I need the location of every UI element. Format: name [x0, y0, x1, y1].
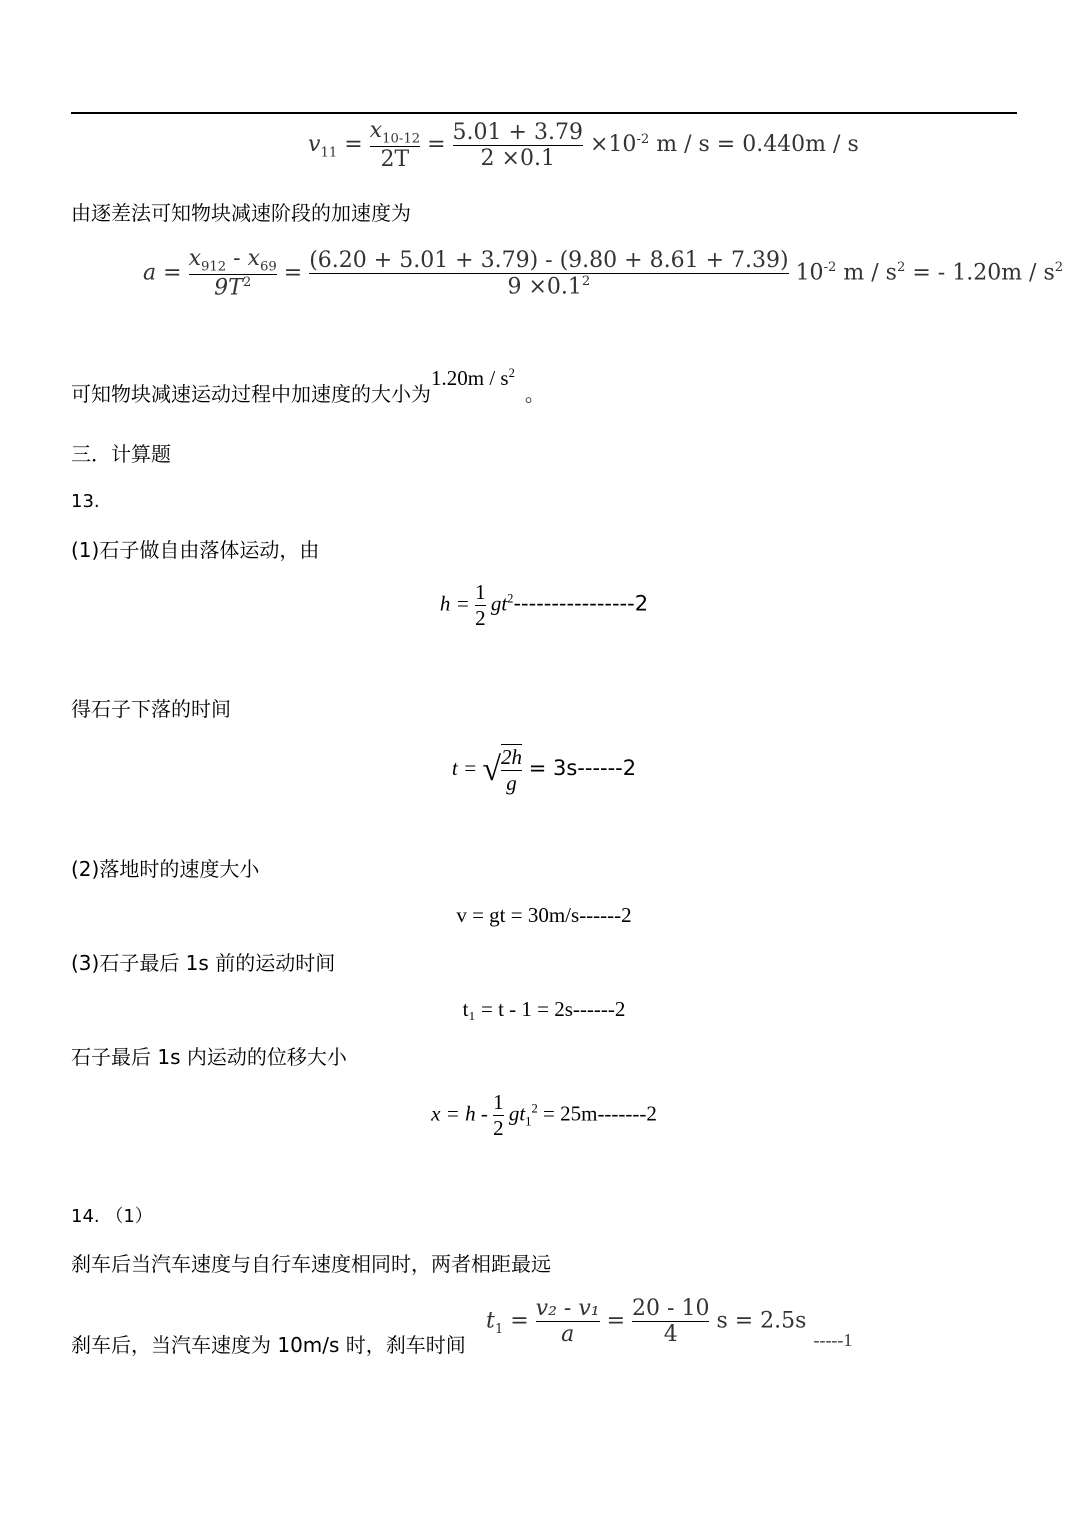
eq-a-frac1-den-exp: 2 [242, 275, 252, 291]
q13-part4-text: (3)石子最后 1s 前的运动时间 [71, 951, 336, 975]
eq-v11-frac2 [453, 120, 583, 171]
eq-t14-lhs: t [486, 1308, 495, 1334]
accel-value: 1.20m / s [431, 366, 509, 390]
eq-a-x2-sub: 69 [260, 259, 277, 275]
eq-a-frac1 [189, 246, 277, 301]
eq-t14-frac1 [536, 1296, 600, 1347]
eq-a-lhs: a [143, 260, 157, 286]
eq-a-tail-exp: -2 [823, 260, 837, 276]
q13-part2-text: 得石子下落的时间 [71, 697, 231, 721]
accel-value-exp: 2 [508, 366, 515, 380]
q13-part5-text: 石子最后 1s 内运动的位移大小 [71, 1045, 347, 1069]
eq-v11-frac1-num: x [369, 118, 383, 143]
eq-x-frac [493, 1090, 504, 1141]
eq-t-den: g [506, 771, 517, 795]
eq-v11-frac1-den: 2T [380, 147, 410, 173]
eq-a-tail2-exp: 2 [896, 260, 906, 276]
eq-v11-lhs: v [308, 132, 321, 158]
text-accel-mag-label: 可知物块减速运动过程中加速度的大小为 [71, 382, 431, 406]
question-13-number: 13. [71, 491, 100, 512]
q13-part1-text: (1)石子做自由落体运动，由 [71, 538, 320, 562]
eq-x-rest-exp: 2 [531, 1101, 538, 1116]
equation-h [0, 580, 1088, 631]
equation-v11: $v_{11}$ = $\frac{x_{10-12}}{2T}$ = $\frac{5.01 + 3.79}{2 \times 0.1}$ $\times 10^{-2}$ m / s = 0.440m / s [308, 118, 859, 173]
eq-t-lhs: t = [451, 755, 483, 780]
eq-a-tail3: = - 1.20m / s [905, 260, 1055, 286]
eq-t14-frac2 [632, 1296, 709, 1347]
equation-t1: t₁ = t - 1 = 2s------2 [462, 997, 626, 1021]
eq-a-frac1-den: 9T [214, 275, 243, 301]
eq-h-rest: gt [485, 591, 508, 616]
q13-part3-text: (2)落地时的速度大小 [71, 857, 260, 881]
text-accel-magnitude [71, 366, 545, 407]
question-14-number: 14. （1） [71, 1206, 153, 1227]
eq-v11-frac2-den: 2 ×0.1 [480, 145, 555, 171]
eq-h-den: 2 [475, 606, 486, 630]
eq-t14-frac2-num: 20 - 10 [632, 1296, 710, 1321]
eq-t14-score: -----1 [813, 1329, 853, 1350]
eq-t14-frac1-num: v₂ - v₁ [535, 1296, 600, 1321]
eq-v11-frac1 [370, 118, 420, 172]
eq-x-rest: gt [503, 1101, 526, 1126]
eq-t14-rest: s = 2.5s [716, 1308, 807, 1334]
eq-a-frac2 [309, 248, 788, 299]
eq-v11-tail2: m / s = 0.440m / s [649, 132, 859, 158]
equation-a: a = $\frac{x_{912} - x_{69}}{9T^2}$ = $\frac{(6.20 + 5.01 + 3.79) - (9.80 + 8.61 + 7.39)}{9 \times 0.1^2}$ $10^{-2}$ m / $s^2$ = - $1.20m / s^2$ [143, 246, 1064, 301]
eq-x-num: 1 [493, 1090, 504, 1114]
eq-x-lhs: x = h - [431, 1101, 494, 1126]
text-diff-method: 由逐差法可知物块减速阶段的加速度为 [71, 201, 411, 225]
eq-x-rest-sub: 1 [525, 1114, 532, 1129]
section-title: 三．计算题 [71, 442, 171, 466]
eq-v11-frac1-num-sub: 10-12 [382, 131, 421, 147]
eq-t-frac [501, 744, 522, 796]
eq-x-rest2: = 25m-------2 [537, 1101, 657, 1126]
accel-period: 。 [524, 382, 545, 406]
eq-v11-tail-exp: -2 [636, 131, 650, 147]
eq-t14-lhs-sub: 1 [494, 1321, 504, 1337]
eq-a-x2: x [247, 246, 260, 271]
eq-a-x1-sub: 912 [200, 259, 227, 275]
q14-part1-text: 刹车后当汽车速度与自行车速度相同时，两者相距最远 [71, 1252, 551, 1276]
eq-v11-frac2-num: 5.01 + 3.79 [452, 119, 583, 145]
eq-t14-frac2-den: 4 [663, 1322, 678, 1347]
eq-v11-tail: ×10 [589, 132, 637, 158]
eq-t-num: 2h [501, 745, 523, 769]
eq-a-frac2-num: (6.20 + 5.01 + 3.79) - (9.80 + 8.61 + 7.39) [309, 247, 789, 273]
eq-h-frac [475, 580, 486, 631]
eq-a-x1: x [188, 246, 201, 271]
equation-x [0, 1090, 1088, 1141]
q14-part2-text: 刹车后，当汽车速度为 10m/s 时，刹车时间 [71, 1333, 466, 1357]
eq-h-lhs: h = [439, 591, 476, 616]
eq-t-rest: = 3s------2 [522, 755, 637, 780]
eq-a-minus: - [226, 246, 248, 271]
eq-x-den: 2 [493, 1116, 504, 1140]
eq-t14-frac1-den: a [561, 1322, 575, 1347]
eq-a-tail3-exp: 2 [1054, 260, 1064, 276]
eq-h-score: ----------------2 [513, 591, 649, 616]
equation-t [0, 744, 1088, 796]
eq-h-num: 1 [475, 580, 486, 604]
eq-a-frac2-den-exp: 2 [581, 273, 591, 289]
equation-v: v = gt = 30m/s------2 [456, 903, 632, 927]
eq-a-tail2: m / s [836, 260, 897, 286]
header-rule [71, 112, 1017, 114]
equation-t14: $t_1$ = $\frac{\text{v₂ - v₁}}{a}$ = $\frac{20 - 10}{4}$ s = 2.5s $_{-----1}$ [486, 1296, 853, 1350]
eq-v11-lhs-sub: 11 [320, 145, 338, 161]
eq-h-rest-exp: 2 [507, 591, 514, 606]
eq-a-tail: 10 [795, 260, 824, 286]
sqrt-icon: √ [482, 751, 502, 788]
eq-a-frac2-den: 9 ×0.1 [507, 274, 582, 300]
